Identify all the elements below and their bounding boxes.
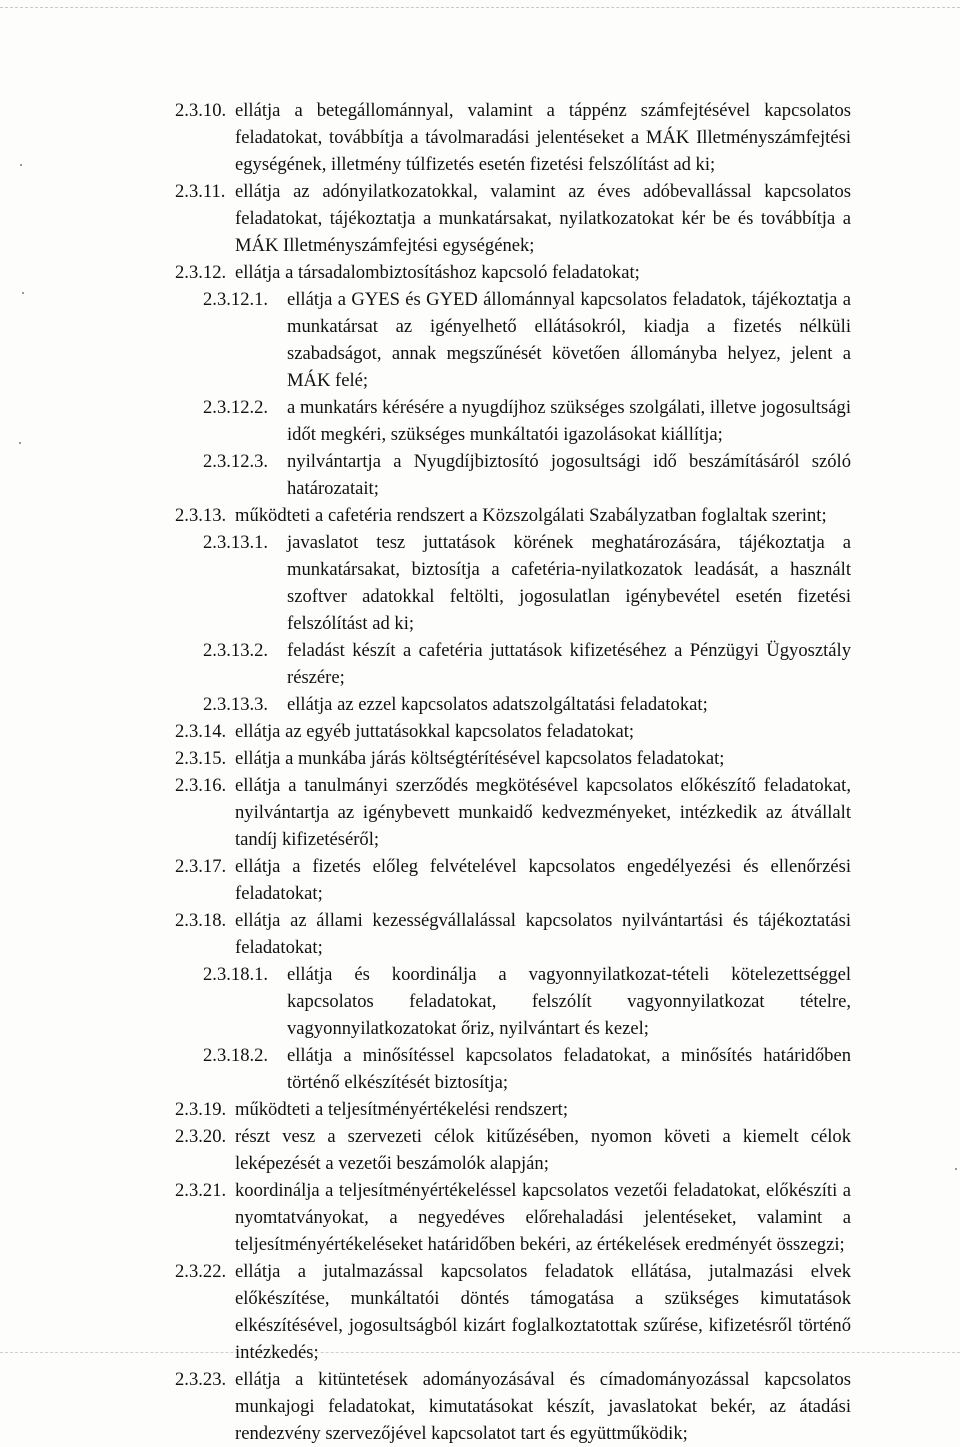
item-text: feladást készít a cafetéria juttatások kifizetéséhez a Pénzügyi Ügyosztály részére;	[287, 640, 851, 688]
list-item	[175, 529, 851, 637]
document-body	[175, 97, 851, 1447]
item-text: ellátja a tanulmányi szerződés megkötésével kapcsolatos előkészítő feladatokat, nyilvántartja az igénybevett munkaidő kedvezményeket, intézkedik az átvállalt tandíj kifizetéséről;	[235, 775, 851, 850]
item-text: ellátja a minősítéssel kapcsolatos feladatokat, a minősítés határidőben történő elkészítését biztosítja;	[287, 1045, 851, 1093]
list-item	[175, 448, 851, 502]
item-text: ellátja az egyéb juttatásokkal kapcsolatos feladatokat;	[235, 721, 635, 742]
list-item	[175, 97, 851, 178]
item-number: 2.3.13.3.	[203, 694, 269, 715]
list-item	[175, 1123, 851, 1177]
item-number: 2.3.18.1.	[203, 964, 269, 985]
item-text: ellátja a társadalombiztosításhoz kapcsoló feladatokat;	[235, 262, 640, 283]
item-text: ellátja a kitüntetések adományozásával és címadományozással kapcsolatos munkajogi feladatokat, kimutatásokat készít, javaslatokat bekér, az átadási rendezvény szervezőjével kapcsolatot tart és együttműködik;	[235, 1369, 851, 1444]
item-number: 2.3.12.2.	[203, 397, 269, 418]
item-text: ellátja a GYES és GYED állománnyal kapcsolatos feladatok, tájékoztatja a munkatársat az igényelhető ellátásokról, kiadja a fizetés nélküli szabadságot, annak megszűnését követően állományba helyez, jelent a MÁK felé;	[287, 289, 851, 391]
list-item	[175, 637, 851, 691]
item-text: ellátja a fizetés előleg felvételével kapcsolatos engedélyezési és ellenőrzési feladatokat;	[235, 856, 851, 904]
item-number: 2.3.22.	[175, 1261, 227, 1282]
list-item	[175, 718, 851, 745]
scan-edge-top	[0, 7, 960, 8]
item-number: 2.3.20.	[175, 1126, 227, 1147]
item-number: 2.3.11.	[175, 181, 226, 202]
list-item	[175, 1096, 851, 1123]
item-number: 2.3.14.	[175, 721, 227, 742]
item-number: 2.3.13.	[175, 505, 227, 526]
list-item	[175, 691, 851, 718]
item-number: 2.3.17.	[175, 856, 227, 877]
item-number: 2.3.10.	[175, 100, 227, 121]
item-number: 2.3.13.2.	[203, 640, 269, 661]
item-text: ellátja az adónyilatkozatokkal, valamint az éves adóbevallással kapcsolatos feladatokat, tájékoztatja a munkatársakat, nyilatkozatokat kér be és továbbítja a MÁK Illetményszámfejtési egységének;	[235, 181, 851, 256]
list-item	[175, 907, 851, 961]
item-number: 2.3.12.	[175, 262, 227, 283]
item-text: ellátja a munkába járás költségtérítésével kapcsolatos feladatokat;	[235, 748, 725, 769]
item-text: működteti a teljesítményértékelési rendszert;	[235, 1099, 569, 1120]
item-number: 2.3.18.	[175, 910, 227, 931]
scan-speck	[22, 292, 24, 294]
list-item	[175, 853, 851, 907]
item-number: 2.3.13.1.	[203, 532, 269, 553]
item-number: 2.3.12.3.	[203, 451, 269, 472]
item-text: ellátja az ezzel kapcsolatos adatszolgáltatási feladatokat;	[287, 694, 708, 715]
list-item	[175, 286, 851, 394]
item-number: 2.3.16.	[175, 775, 227, 796]
item-text: nyilvántartja a Nyugdíjbiztosító jogosultsági idő beszámításáról szóló határozatait;	[287, 451, 851, 499]
list-item	[175, 1366, 851, 1447]
item-text: koordinálja a teljesítményértékeléssel kapcsolatos vezetői feladatokat, előkészíti a nyomtatványokat, a negyedéves előrehaladási jelentéseket, valamint a teljesítményértékeléseket határidőben bekéri, az értékelések eredményét összegzi;	[235, 1180, 851, 1255]
list-item	[175, 745, 851, 772]
scan-speck	[20, 164, 22, 166]
item-number: 2.3.12.1.	[203, 289, 269, 310]
list-item	[175, 772, 851, 853]
item-text: ellátja a betegállománnyal, valamint a táppénz számfejtésével kapcsolatos feladatokat, továbbítja a távolmaradási jelentéseket a MÁK Illetményszámfejtési egységének, illetmény túlfizetés esetén fizetési felszólítást ad ki;	[235, 100, 851, 175]
item-number: 2.3.19.	[175, 1099, 227, 1120]
list-item	[175, 1177, 851, 1258]
list-item	[175, 259, 851, 286]
item-text: részt vesz a szervezeti célok kitűzésében, nyomon követi a kiemelt célok leképezését a vezetői beszámolók alapján;	[235, 1126, 851, 1174]
list-item	[175, 502, 851, 529]
item-text: működteti a cafetéria rendszert a Közszolgálati Szabályzatban foglaltak szerint;	[235, 505, 827, 526]
item-text: ellátja az állami kezességvállalással kapcsolatos nyilvántartási és tájékoztatási feladatokat;	[235, 910, 851, 958]
item-number: 2.3.15.	[175, 748, 227, 769]
item-text: ellátja és koordinálja a vagyonnyilatkozat-tételi kötelezettséggel kapcsolatos feladatokat, felszólít vagyonnyilatkozat tételre, vagyonnyilatkozatokat őriz, nyilvántart és kezel;	[287, 964, 851, 1039]
item-text: ellátja a jutalmazással kapcsolatos feladatok ellátása, jutalmazási elvek előkészítése, munkáltatói döntés támogatása a szükséges kimutatások elkészítésével, jogosultságból kizárt foglalkoztatottak szűrése, kifizetésről történő intézkedés;	[235, 1261, 851, 1363]
list-item	[175, 961, 851, 1042]
list-item	[175, 178, 851, 259]
list-item	[175, 394, 851, 448]
item-number: 2.3.23.	[175, 1369, 227, 1390]
item-number: 2.3.18.2.	[203, 1045, 269, 1066]
list-item	[175, 1258, 851, 1366]
scan-speck	[955, 1168, 957, 1170]
item-text: a munkatárs kérésére a nyugdíjhoz szükséges szolgálati, illetve jogosultsági időt megkéri, szükséges munkáltatói igazolásokat kiállítja;	[287, 397, 851, 445]
item-number: 2.3.21.	[175, 1180, 227, 1201]
scan-speck	[19, 442, 21, 444]
list-item	[175, 1042, 851, 1096]
item-text: javaslatot tesz juttatások körének meghatározására, tájékoztatja a munkatársakat, biztosítja a cafetéria-nyilatkozatok leadását, a használt szoftver adatokkal feltölti, jogosulatlan igénybevétel esetén fizetési felszólítást ad ki;	[287, 532, 851, 634]
